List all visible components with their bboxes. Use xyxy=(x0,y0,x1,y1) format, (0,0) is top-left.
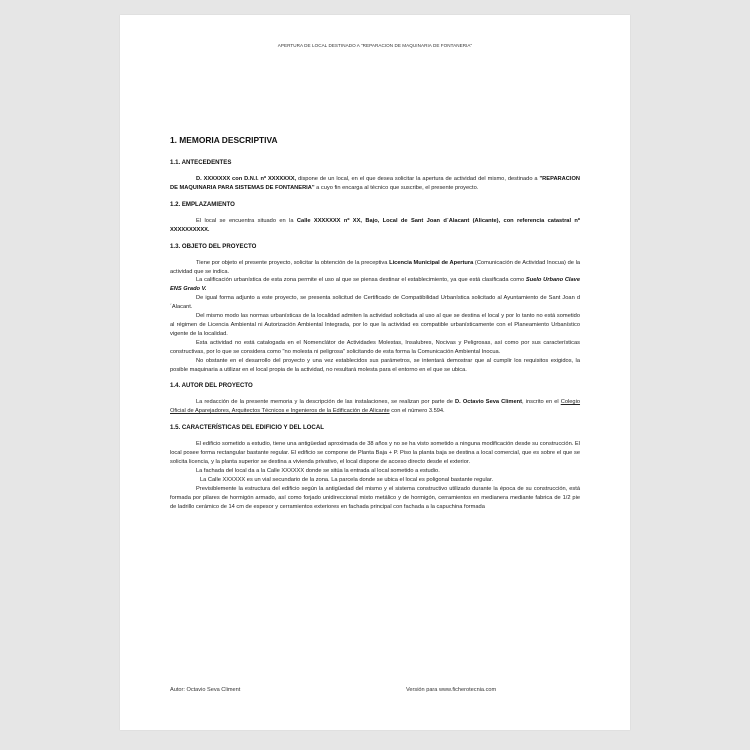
section-heading-emplazamiento: 1.2. EMPLAZAMIENTO xyxy=(170,200,235,208)
document-page xyxy=(120,15,630,730)
license-name: Licencia Municipal de Apertura xyxy=(389,259,474,266)
paragraph-caracteristicas-4: Previsiblemente la estructura del edificio según la antigüedad del mismo y el sistema constructivo utilizado durante la época de su construcción, está formada por pilares de hormigón armado, así como forjado unidireccional mixto metálico y de hormigón, cerramientos en medianera mediante fabrica de 1/2 pie de ladrillo cerámico de 14 cm de espesor y cerramientos exteriores en fachada principal con fachada a la capuchina formada xyxy=(170,485,580,510)
paragraph-caracteristicas-1: El edificio sometido a estudio, tiene una antigüedad aproximada de 38 años y no se ha visto sometido a ninguna modificación desde su construcción. El local posee forma rectangular bastante regular. El edificio se compone de Planta Baja + P. Piso la planta baja se destina a local comercial, que es sobre el que se solicita licencia, y la planta superior se destina a vivienda privativo, el local dispone de acceso directo desde el exterior. xyxy=(170,441,580,466)
text-span: , inscrito en el xyxy=(522,399,561,406)
paragraph-antecedentes xyxy=(170,175,580,193)
section-heading-objeto: 1.3. OBJETO DEL PROYECTO xyxy=(170,242,257,250)
address: Calle XXXXXXX nº XX, Bajo, Local de Sant Joan d´Alacant (Alicante), con referencia catastral nº XXXXXXXXXX. xyxy=(170,217,580,233)
footer-version: Versión para www.ficherotecnia.com xyxy=(406,687,497,693)
paragraph-objeto-4: Del mismo modo las normas urbanísticas de la localidad admiten la actividad solicitada al uso al que se destina el local y por lo tanto no está sometido al régimen de Licencia Ambiental ni Autorización Ambiental Integrada, por lo que la actividad es compatible urbanísticamente con el Planeamiento Urbanístico vigente de la localidad. xyxy=(170,313,580,337)
paragraph-objeto-3: De igual forma adjunto a este proyecto, se presenta solicitud de Certificado de Compatibilidad Urbanística solicitado al Ayuntamiento de Sant Joan d´Alacant. xyxy=(170,295,580,311)
activity-name: "REPARACION DE MAQUINARIA PARA SISTEMAS DE FONTANERIA" xyxy=(170,176,580,191)
text-span: La redacción de la presente memoria y la descripción de las instalaciones, se realizan por parte de xyxy=(196,399,456,406)
paragraph-objeto-6: No obstante en el desarrollo del proyecto y una vez establecidos sus parámetros, se intentará demostrar que al cumplir los requisitos exigidos, la posible maquinaria a utilizar en el local propia de la actividad, no resultará molesta para el entorno en el que se ubica. xyxy=(170,357,580,373)
section-heading-antecedentes: 1.1. ANTECEDENTES xyxy=(170,159,232,166)
running-header: APERTURA DE LOCAL DESTINADO A "REPARACION DE MAQUINARIA DE FONTANERIA" xyxy=(277,43,473,48)
college-name: Colegio Oficial de Aparejadores, Arquitectos Técnicos e Ingenieros de la Edificación de Alicante xyxy=(170,399,581,415)
text-span: La calificación urbanística de esta zona permite el uso al que se piensa destinar el establecimiento, ya que está clasificada como xyxy=(196,277,526,284)
paragraph-caracteristicas-2: La fachada del local da a la Calle XXXXXX donde se sitúa la entrada al local sometido a estudio. xyxy=(196,467,440,474)
document-body xyxy=(170,135,580,511)
text-span: (Comunicación de Actividad Inocua) de la actividad que se indica. xyxy=(170,259,581,275)
text-span: con el número 3.594. xyxy=(389,408,445,415)
footer-author: Autor: Octavio Seva Climent xyxy=(170,687,241,693)
text-span: Tiene por objeto el presente proyecto, solicitar la obtención de la preceptiva xyxy=(196,259,390,266)
paragraph-caracteristicas-3: La Calle XXXXXX es un vial secundario de la zona. La parcela donde se ubica el local es poligonal bastante regular. xyxy=(200,476,494,483)
paragraph-emplazamiento xyxy=(170,217,580,235)
text-span: a cuyo fin encarga al técnico que suscribe, el presente proyecto. xyxy=(314,184,479,191)
paragraph-objeto-1 xyxy=(170,259,580,277)
paragraph-objeto-2 xyxy=(170,276,580,294)
section-heading-autor: 1.4. AUTOR DEL PROYECTO xyxy=(170,382,253,390)
page-title: 1. MEMORIA DESCRIPTIVA xyxy=(170,135,278,145)
text-span: El local se encuentra situado en la xyxy=(196,217,297,224)
section-heading-caracteristicas: 1.5. CARACTERÍSTICAS DEL EDIFICIO Y DEL LOCAL xyxy=(170,424,324,432)
author-name: D. Octavio Seva Climent xyxy=(455,399,523,406)
paragraph-autor xyxy=(170,398,580,416)
paragraph-objeto-5: Esta actividad no está catalogada en el Nomenclátor de Actividades Molestas, Insalubres, Nocivas y Peligrosas, así como por sus características constructivas, por lo que se considera como "no molesta ni peligrosa" solicitando de esta forma la Comunicación Ambiental Inocua. xyxy=(170,339,580,355)
land-classification: Suelo Urbano Clave ENS Grado V. xyxy=(170,277,580,293)
applicant-id: D. XXXXXXX con D.N.I. nº XXXXXXX, xyxy=(196,176,297,182)
text-span: dispone de un local, en el que desea solicitar la apertura de actividad del mismo, destinado a xyxy=(296,176,540,182)
